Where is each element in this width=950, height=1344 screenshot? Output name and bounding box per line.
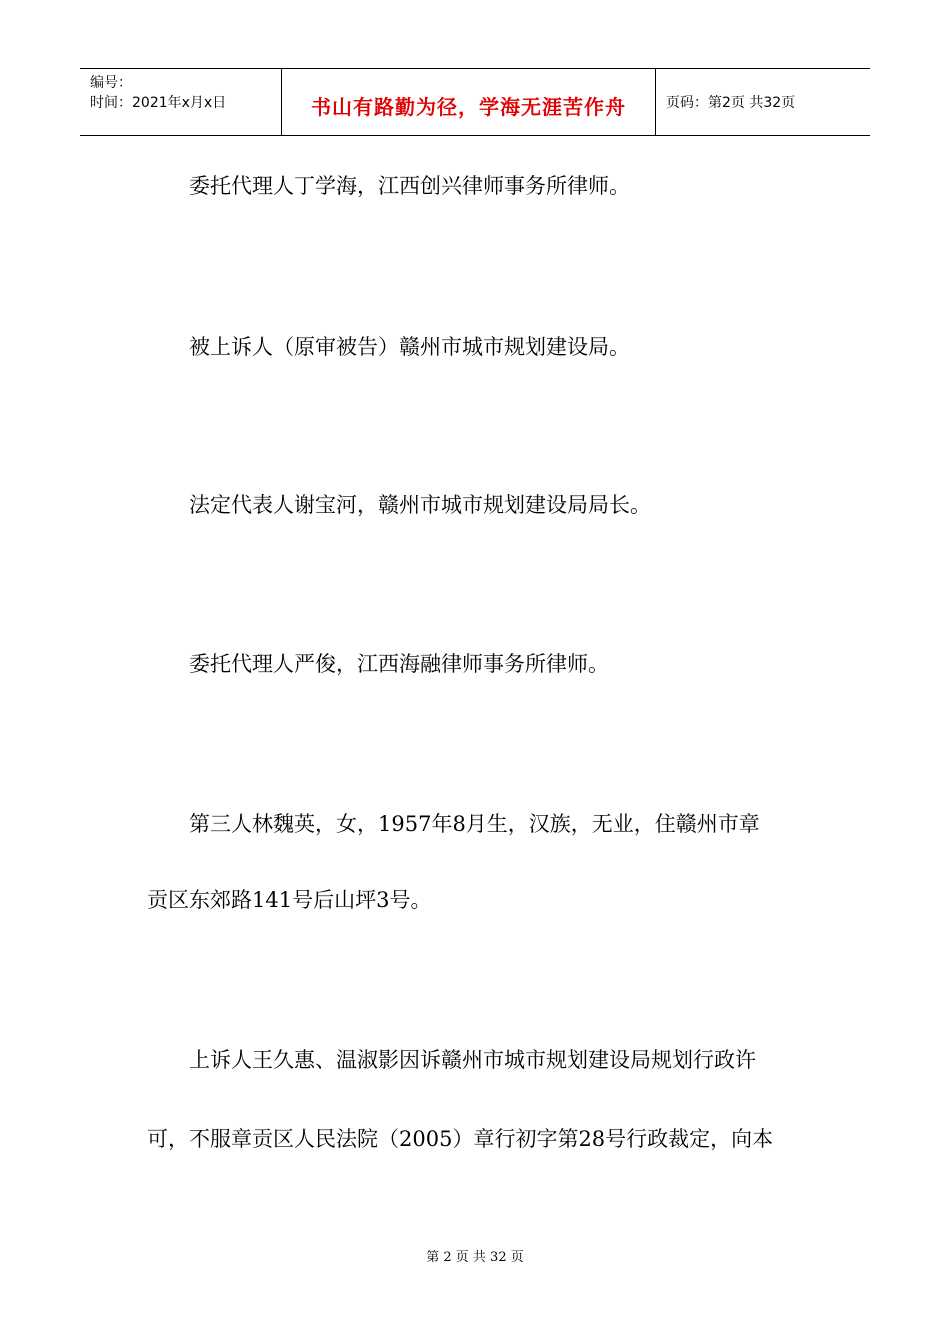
body-paragraph: 第三人林魏英，女，1957年8月生，汉族，无业，住赣州市章 bbox=[189, 812, 760, 836]
header-page-info: 页码：第2页 共32页 bbox=[666, 95, 796, 111]
header-divider bbox=[655, 69, 656, 135]
document-time-label: 时间：2021年x月x日 bbox=[90, 95, 227, 111]
header-motto: 书山有路勤为径，学海无涯苦作舟 bbox=[311, 95, 626, 119]
body-paragraph: 委托代理人严俊，江西海融律师事务所律师。 bbox=[189, 652, 609, 676]
header-meta bbox=[90, 73, 226, 113]
body-paragraph-continuation: 可，不服章贡区人民法院（2005）章行初字第28号行政裁定，向本 bbox=[147, 1127, 774, 1151]
body-paragraph: 委托代理人丁学海，江西创兴律师事务所律师。 bbox=[189, 174, 630, 198]
document-number-label: 编号： bbox=[90, 75, 132, 91]
body-paragraph: 上诉人王久惠、温淑影因诉赣州市城市规划建设局规划行政许 bbox=[189, 1048, 756, 1072]
page-footer: 第 2 页 共 32 页 bbox=[426, 1250, 524, 1265]
body-paragraph: 法定代表人谢宝河，赣州市城市规划建设局局长。 bbox=[189, 493, 651, 517]
body-paragraph: 被上诉人（原审被告）赣州市城市规划建设局。 bbox=[189, 335, 630, 359]
page-header bbox=[80, 68, 870, 136]
body-paragraph-continuation: 贡区东郊路141号后山坪3号。 bbox=[147, 888, 432, 912]
